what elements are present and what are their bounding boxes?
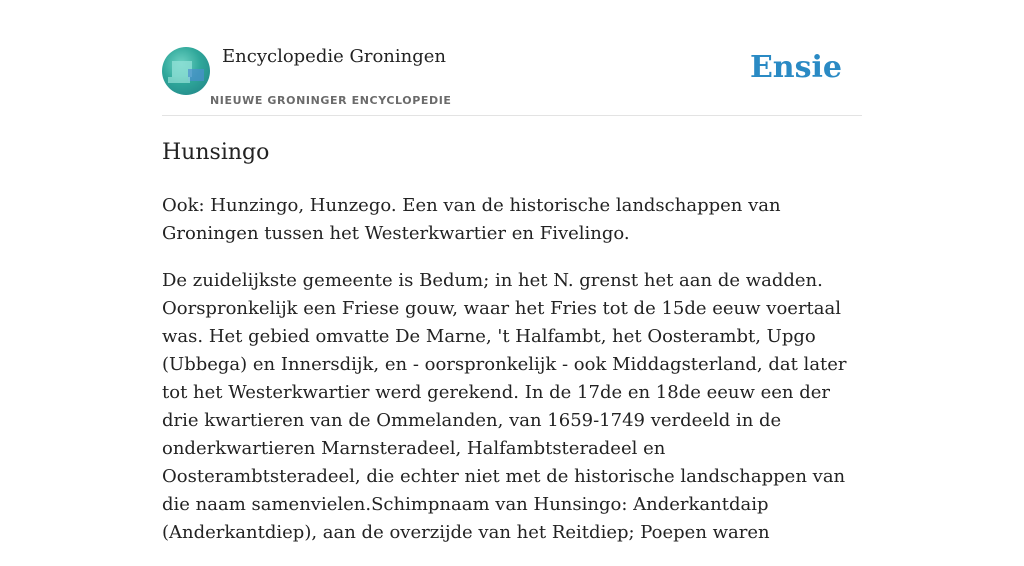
article-body [162,192,862,566]
avatar-map-shape [168,77,190,83]
site-logo-avatar[interactable] [162,47,210,95]
page [162,0,862,543]
avatar-map-shape [188,69,204,81]
article-paragraph: De zuidelijkste gemeente is Bedum; in het N. grenst het aan de wadden. Oorspronkelijk een Friese gouw, waar het Fries tot de 15de eeuw voertaal was. Het gebied omvatte De Marne, 't Halfambt, het Oosterambt, Upgo (Ubbega) en Innersdijk, en - oorspronkelijk - ook Middagsterland, dat later tot het Westerkwartier werd gerekend. In de 17de en 18de eeuw een der drie kwartieren van de Ommelanden, van 1659-1749 verdeeld in de onderkwartieren Marnsteradeel, Halfambtsteradeel en Oosterambtsteradeel, die echter niet met de historische landschappen van die naam samenvielen.Schimpnaam van Hunsingo: Anderkantdaip (Anderkantdiep), aan de overzijde van het Reitdiep; Poepen waren [162,270,847,543]
article-title: Hunsingo [162,140,270,165]
site-subtitle: NIEUWE GRONINGER ENCYCLOPEDIE [210,94,452,107]
site-title-link[interactable]: Encyclopedie Groningen [222,46,447,67]
ensie-brand-logo[interactable]: Ensie [749,50,842,85]
site-header [162,0,862,116]
article-paragraph: Ook: Hunzingo, Hunzego. Een van de historische landschappen van Groningen tussen het Westerkwartier en Fivelingo. [162,195,781,244]
